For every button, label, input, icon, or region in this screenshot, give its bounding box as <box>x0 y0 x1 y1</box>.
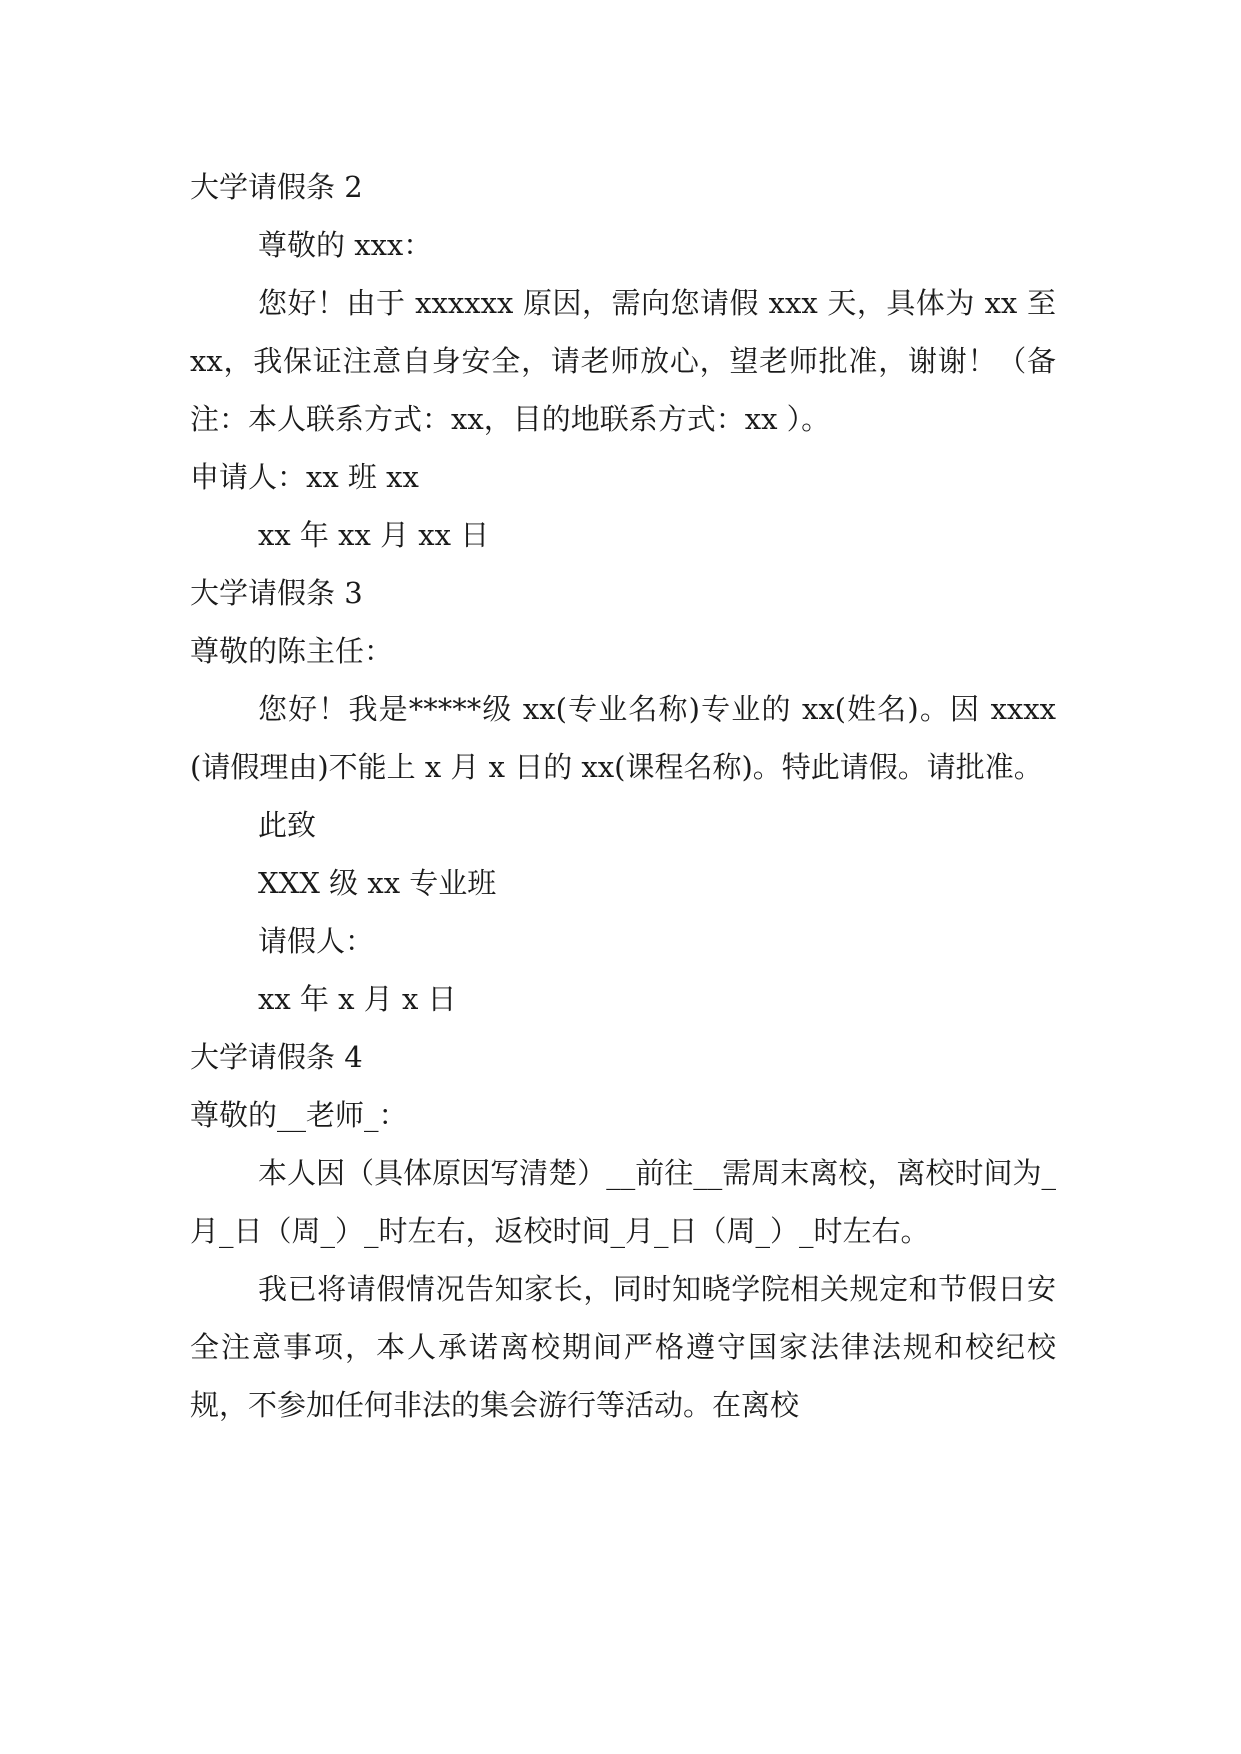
body-paragraph: 本人因（具体原因写清楚）__前往__需周末离校，离校时间为_月_日（周_）_时左右，返校时间_月_日（周_）_时左右。 <box>190 1156 1056 1248</box>
date-line: xx 年 xx 月 xx 日 <box>258 518 490 552</box>
section-title: 大学请假条 3 <box>190 576 363 610</box>
salutation: 尊敬的 xxx： <box>258 228 433 262</box>
section-title: 大学请假条 4 <box>190 1040 363 1074</box>
salutation: 尊敬的陈主任： <box>190 634 394 668</box>
body-paragraph: 您好！由于 xxxxxx 原因，需向您请假 xxx 天，具体为 xx 至 xx，我保证注意自身安全，请老师放心，望老师批准，谢谢！（备注：本人联系方式：xx，目的地联系方式：xx ）。 <box>190 286 1056 436</box>
body-paragraph: 您好！我是*****级 xx(专业名称)专业的 xx(姓名)。因 xxxx(请假理由)不能上 x 月 x 日的 xx(课程名称)。特此请假。请批准。 <box>190 692 1056 784</box>
document-page <box>190 158 1056 1434</box>
section-title: 大学请假条 2 <box>190 170 363 204</box>
class-line: XXX 级 xx 专业班 <box>258 866 497 900</box>
applicant-line: 请假人： <box>258 924 375 958</box>
closing-line: 此致 <box>258 808 317 842</box>
body-paragraph: 我已将请假情况告知家长，同时知晓学院相关规定和节假日安全注意事项，本人承诺离校期间严格遵守国家法律法规和校纪校规，不参加任何非法的集会游行等活动。在离校 <box>190 1272 1056 1422</box>
applicant-line: 申请人：xx 班 xx <box>190 460 419 494</box>
date-line: xx 年 x 月 x 日 <box>258 982 457 1016</box>
salutation: 尊敬的__老师_： <box>190 1098 408 1132</box>
